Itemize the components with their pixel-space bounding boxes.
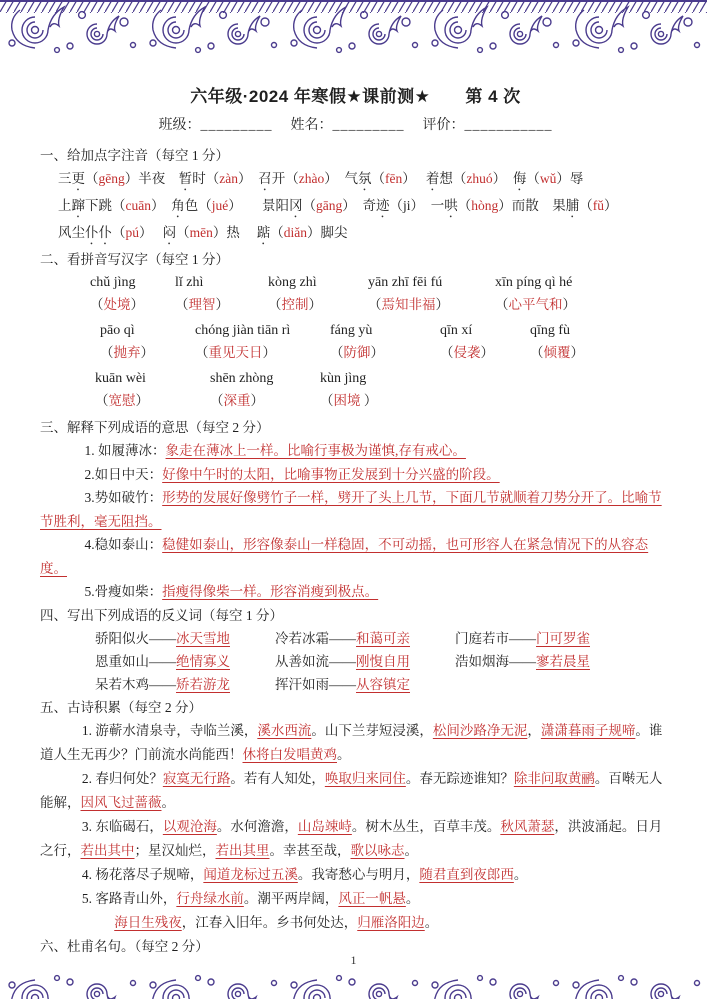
idiom-label: 3.势如破竹： [84,490,163,505]
pinyin-cell [210,368,320,412]
character-answer: （倾覆） [530,345,584,360]
pinyin-answer: fǔ [592,198,604,213]
poem-paragraph: 海日生残夜，江春入旧年。乡书何处达，归雁洛阳边。 [114,914,439,930]
pinyin-text: qīng fù [530,323,571,338]
antonym-pair [95,673,275,696]
character-answer: （困境 ） [320,393,378,408]
dotted-char: 哄 [444,198,458,213]
antonym-answer: 冰天雪地 [176,630,230,646]
pinyin-cell [90,272,175,316]
pinyin-row [40,272,671,316]
poem-paragraph: 4. 杨花落尽子规啼，闻道龙标过五溪。我寄愁心与明月，随君直到夜郎西。 [81,866,528,882]
antonym-pair [275,627,455,650]
idiom-label: 5.骨瘦如柴： [84,584,163,599]
student-field [423,118,553,133]
dotted-char: 氛 [357,171,372,186]
section-heading: 二、看拼音写汉字（每空 1 分） [40,252,229,267]
idiom-answer: 指瘦得像柴一样。形容消瘦到极点。 [162,584,379,599]
character-answer: （处境） [90,297,144,312]
section-heading: 三、解释下列成语的意思（每空 2 分） [40,420,270,435]
idiom-text: 挥汗如雨—— [275,676,356,692]
poem-answer: 归雁洛阳边 [357,914,425,930]
antonym-pair [95,650,275,673]
poem-paragraph: 3. 东临碣石，以观沧海。水何澹澹，山岛竦峙。树木丛生，百草丰茂。秋风萧瑟，洪波涌起。日月之行，若出其中；星汉灿烂，若出其里。幸甚至哉，歌以咏志。 [40,818,663,858]
field-blank: _________ [200,118,273,133]
idiom-item [40,533,671,580]
pinyin-answer: hòng [471,198,499,213]
character-answer: （重见天日） [195,345,276,360]
pinyin-cell [195,320,330,364]
poem-answer: 因风飞过蔷薇 [80,794,162,810]
character-answer: （焉知非福） [368,297,449,312]
pinyin-answer: cuān [125,198,151,213]
antonym-pair [95,627,275,650]
idiom-text: 冷若冰霜—— [275,630,356,646]
antonym-pair [455,650,671,673]
pinyin-text: chǔ jìng [90,275,136,290]
poem-answer: 若出其中 [80,842,135,858]
pinyin-answer: gāng [315,198,343,213]
antonym-row [40,673,671,696]
idiom-answer: 稳健如泰山，形容像泰山一样稳固，不可动摇，也可形容人在紧急情况下的从容态度。 [40,537,649,576]
character-answer: （心平气和） [495,297,576,312]
pinyin-answer: pú [125,225,139,240]
pinyin-text: pāo qì [100,323,135,338]
pinyin-text: kòng zhì [268,275,317,290]
section-write-characters [40,248,671,412]
poem-answer: 风正一帆悬 [338,890,406,906]
pinyin-row [40,368,671,412]
idiom-text: 恩重如山—— [95,653,176,669]
poem-answer: 除非问取黄鹂 [513,770,595,786]
annotation-line: 风尘仆仆（pú） 闷（mēn）热 踮（diǎn）脚尖 [58,225,348,240]
poem-answer: 秋风萧瑟 [500,818,555,834]
annotation-line: 三更（gēng）半夜 暂时（zàn） 召开（zhào） 气氛（fēn） 着想（zhuó） 侮（wǔ）辱 [58,171,584,186]
student-field [291,118,405,133]
idiom-text: 门庭若市—— [455,630,536,646]
dotted-char: 侮 [512,171,527,186]
antonym-pair [455,627,671,650]
pinyin-cell [495,272,671,316]
pinyin-text: xīn píng qì hé [495,275,573,290]
field-label: 评价： [422,118,465,133]
wave-pattern-bottom [0,972,707,999]
antonym-row [40,627,671,650]
antonym-answer: 和蔼可亲 [356,630,410,646]
character-answer: （控制） [268,297,322,312]
poem-paragraph: 2. 春归何处？寂寞无行路。若有人知处，唤取归来同住。春无踪迹谁知？除非问取黄鹂。百啭无人能解，因风飞过蔷薇。 [40,770,663,810]
idiom-label: 4.稳如泰山： [84,537,163,552]
answer-text: 抛弃 [113,345,141,360]
answer-text: 侵袭 [453,345,481,360]
page-number: 1 [350,953,357,967]
student-field [159,118,273,133]
character-answer: （深重） [210,393,264,408]
idiom-text: 浩如烟海—— [455,653,536,669]
pinyin-answer: zhuó [466,171,493,186]
dotted-char: 角 [171,198,185,213]
answer-text: 宽慰 [108,393,136,408]
pinyin-answer: zàn [219,171,238,186]
dotted-char: 踮 [256,225,271,240]
antonym-pair [275,673,455,696]
dotted-char: 脯 [565,198,580,213]
poem-answer: 以观沧海 [162,818,217,834]
antonym-answer: 从容镇定 [356,676,410,692]
poem-answer: 潇潇暮雨子规啼 [540,722,636,738]
poem-answer: 溪水西流 [257,722,312,738]
wave-border-bottom [0,972,707,999]
answer-text: 倾覆 [543,345,571,360]
section-heading: 一、给加点字注音（每空 1 分） [40,148,229,163]
pinyin-cell [368,272,495,316]
idiom-text: 骄阳似火—— [95,630,176,646]
poem-answer: 山岛竦峙 [297,818,352,834]
answer-text: 处境 [103,297,131,312]
antonym-answer: 门可罗雀 [536,630,590,646]
answer-text: 控制 [281,297,309,312]
pinyin-row [40,320,671,364]
answer-text: 焉知非福 [381,297,436,312]
answer-text: 重见天日 [208,345,263,360]
answer-text: 心平气和 [508,297,563,312]
section-pinyin-annotation [40,144,671,248]
poem-answer: 唤取归来同住 [324,770,406,786]
section-idiom-meanings [40,416,671,604]
pinyin-text: qīn xí [440,323,473,338]
answer-text: 防御 [343,345,371,360]
dotted-char: 仆 [98,225,112,240]
antonym-answer: 矫若游龙 [176,676,230,692]
idiom-label: 1. 如履薄冰： [84,443,166,458]
dotted-char: 着 [425,171,440,186]
section-idiom-antonyms [40,604,671,696]
poem-answer: 歌以咏志 [350,842,405,858]
section-heading: 六、杜甫名句。（每空 2 分） [40,938,209,954]
pinyin-text: lǐ zhì [175,275,204,290]
idiom-item [40,439,671,463]
pinyin-text: fáng yù [330,323,373,338]
idiom-item [40,486,671,533]
pinyin-cell [175,272,268,316]
pinyin-cell [268,272,368,316]
antonym-answer: 刚愎自用 [356,653,410,669]
dotted-char: 暂 [178,171,193,186]
poem-answer: 海日生残夜 [114,914,182,930]
field-blank: _________ [332,118,405,133]
character-answer: （侵袭） [440,345,494,360]
poem-answer: 行舟绿水前 [176,890,244,906]
antonym-pair [275,650,455,673]
poem-answer: 若出其里 [215,842,270,858]
annotation-line: 上蹿下跳（cuān） 角色（jué） 景阳冈（gāng） 奇迹（ji） 一哄（hòng）而散 果脯（fǔ） [58,198,618,213]
poem-paragraph: 1. 游蕲水清泉寺，寺临兰溪，溪水西流。山下兰芽短浸溪，松间沙路净无泥，潇潇暮雨子规啼。谁道人生无再少？门前流水尚能西！休将白发唱黄鸡。 [40,722,663,762]
section-poetry [40,696,671,935]
field-label: 姓名： [290,118,333,133]
poem-answer: 松间沙路净无泥 [432,722,528,738]
idiom-answer: 好像中午时的太阳，比喻事物正发展到十分兴盛的阶段。 [162,466,500,482]
idiom-label: 2.如日中天： [84,466,163,482]
dotted-char: 闷 [162,225,177,240]
dotted-char: 迹 [375,198,390,213]
poem-answer: 休将白发唱黄鸡 [242,746,337,762]
poem-answer: 闻道龙标过五溪 [203,866,298,882]
dotted-char: 更 [71,171,85,186]
section-heading: 四、写出下列成语的反义词（每空 1 分） [40,607,283,623]
poem-answer: 随君直到夜郎西 [419,866,514,882]
pinyin-answer: diǎn [283,225,307,240]
character-answer: （抛弃） [100,345,154,360]
answer-text: 理智 [188,297,216,312]
dotted-char: 召 [258,171,272,186]
idiom-answer: 象走在薄冰上一样。比喻行事极为谨慎,存有戒心。 [165,443,466,458]
pinyin-cell [440,320,530,364]
pinyin-cell [95,368,210,412]
pinyin-answer: zhào [298,171,325,186]
pinyin-cell [530,320,671,364]
character-answer: （理智） [175,297,229,312]
student-info-line [40,114,671,137]
idiom-text: 从善如流—— [275,653,356,669]
page-title: 六年级·2024 年寒假★课前测★ 第 4 次 [190,87,521,106]
pinyin-answer: gēng [98,171,125,186]
character-answer: （宽慰） [95,393,149,408]
idiom-answer: 形势的发展好像劈竹子一样，劈开了头上几节，下面几节就顺着刀势分开了。比喻节节胜利，毫无阻挡。 [40,490,662,529]
pinyin-text: kùn jìng [320,371,367,386]
field-blank: ___________ [464,118,553,133]
field-label: 班级： [158,118,201,133]
character-answer: （防御） [330,345,384,360]
poem-paragraph: 5. 客路青山外，行舟绿水前。潮平两岸阔，风正一帆悬。 [81,890,420,906]
pinyin-cell [100,320,195,364]
pinyin-text: yān zhī fēi fú [368,275,443,290]
idiom-text: 呆若木鸡—— [95,676,176,692]
pinyin-answer: mēn [189,225,213,240]
answer-text: 深重 [223,393,251,408]
section-heading: 五、古诗积累（每空 2 分） [40,699,202,715]
dotted-char: 仆 [85,225,99,240]
poem-answer: 寂寞无行路 [162,770,231,786]
antonym-answer: 绝情寡义 [176,653,230,669]
idiom-item [40,463,671,487]
pinyin-answer: jué [211,198,229,213]
antonym-answer: 寥若晨星 [536,653,590,669]
answer-text: 困境 [333,393,364,408]
dotted-char: 蹿 [71,198,85,213]
pinyin-cell [320,368,671,412]
pinyin-answer: fēn [384,171,403,186]
pinyin-text: chóng jiàn tiān rì [195,323,291,338]
pinyin-answer: wǔ [539,171,557,186]
dotted-char: 冈 [288,198,303,213]
pinyin-text: shēn zhòng [210,371,274,386]
idiom-item [40,580,671,604]
antonym-row [40,650,671,673]
pinyin-text: kuān wèi [95,371,146,386]
pinyin-cell [330,320,440,364]
